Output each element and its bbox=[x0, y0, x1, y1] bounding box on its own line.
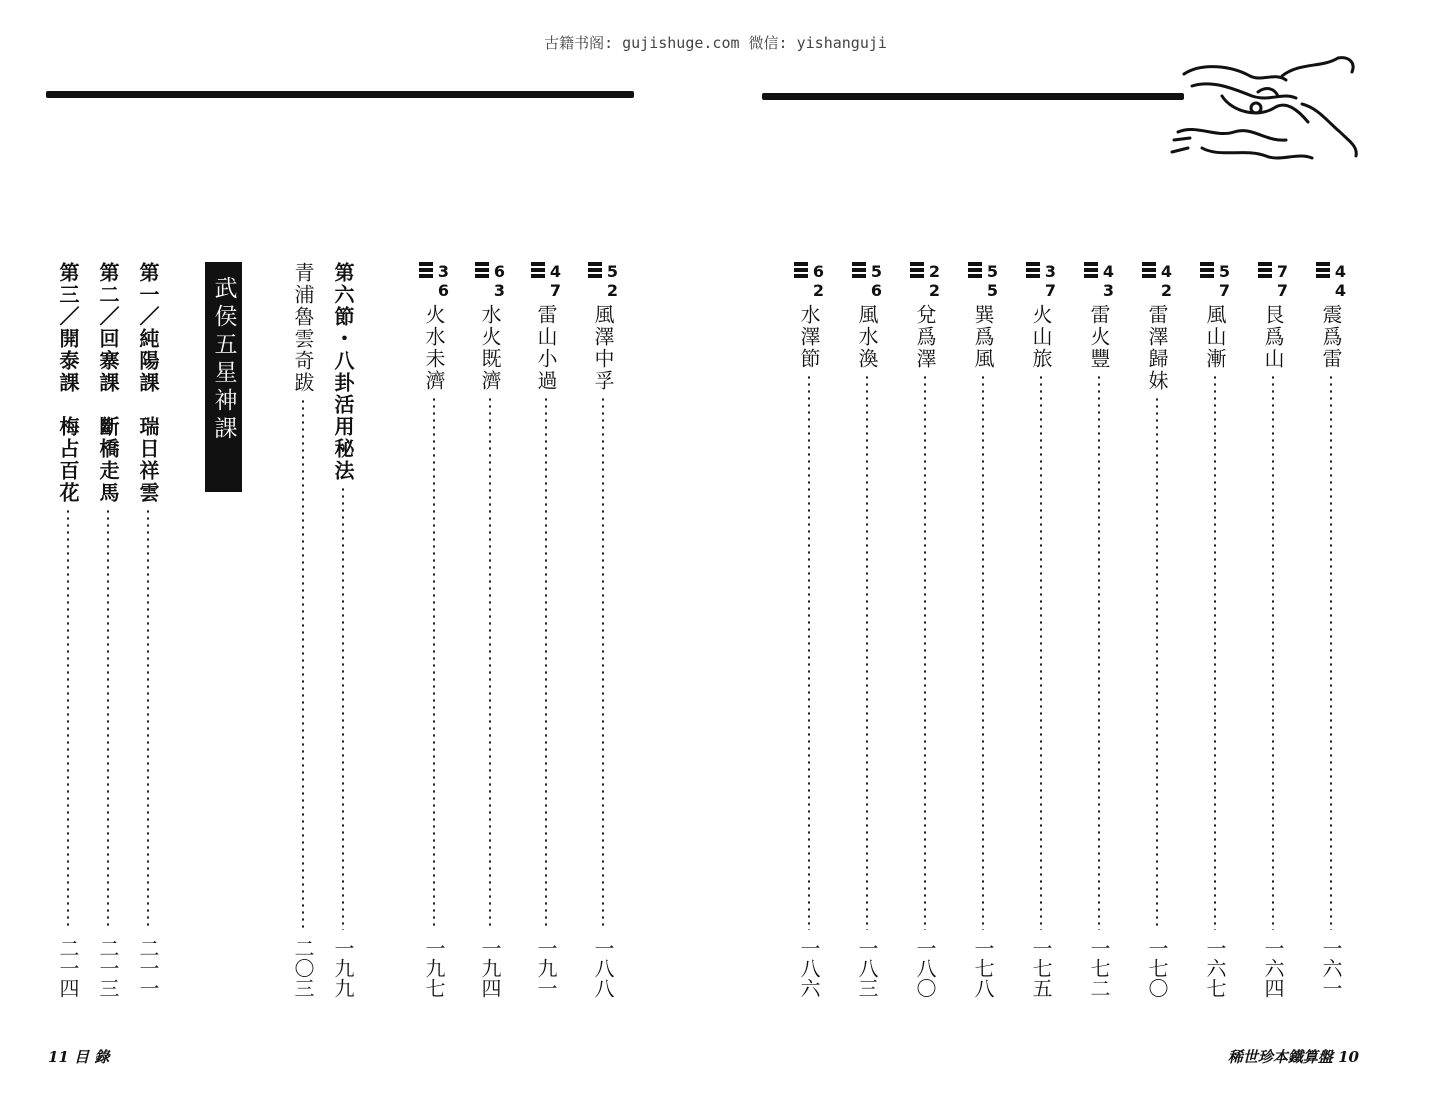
toc-entry bbox=[909, 262, 941, 1002]
entry-title: 第六節・八卦活用秘法 bbox=[331, 262, 355, 482]
lower-number: 6 bbox=[870, 281, 882, 300]
lower-number: 7 bbox=[549, 281, 561, 300]
toc-entry bbox=[52, 262, 84, 1002]
toc-entry bbox=[1025, 262, 1057, 1002]
lower-number: 7 bbox=[1218, 281, 1230, 300]
toc-entry bbox=[1141, 262, 1173, 1002]
toc-entry bbox=[1315, 262, 1347, 1002]
page-number: 一七八 bbox=[971, 938, 995, 998]
toc-entry bbox=[474, 262, 506, 1002]
page-number: 一九七 bbox=[422, 938, 446, 998]
page-number: 一七五 bbox=[1029, 938, 1053, 998]
upper-number: 6 bbox=[493, 262, 505, 281]
toc-entry bbox=[418, 262, 450, 1002]
entry-title: 震爲雷 bbox=[1319, 304, 1343, 370]
toc-entry bbox=[1083, 262, 1115, 1002]
hexagram-icon bbox=[1084, 262, 1114, 300]
page-number: 二一四 bbox=[56, 938, 80, 998]
upper-number: 7 bbox=[1276, 262, 1288, 281]
upper-number: 4 bbox=[1160, 262, 1172, 281]
dot-leader bbox=[924, 374, 926, 930]
upper-number: 5 bbox=[1218, 262, 1230, 281]
page-number: 一六四 bbox=[1261, 938, 1285, 998]
entry-title: 水澤節 bbox=[797, 304, 821, 370]
page-number: 一六七 bbox=[1203, 938, 1227, 998]
entry-title: 雷火豐 bbox=[1087, 304, 1111, 370]
dot-leader bbox=[982, 374, 984, 930]
hexagram-icon bbox=[1258, 262, 1288, 300]
entry-title: 青浦魯雲奇跋 bbox=[291, 262, 315, 394]
lower-number: 5 bbox=[986, 281, 998, 300]
hexagram-icon bbox=[419, 262, 449, 300]
toc-entry bbox=[1257, 262, 1289, 1002]
page-number: 一九九 bbox=[331, 938, 355, 998]
hexagram-icon bbox=[968, 262, 998, 300]
hexagram-icon bbox=[1200, 262, 1230, 300]
entry-title: 雷澤歸妹 bbox=[1145, 304, 1169, 392]
page-number: 一七二 bbox=[1087, 938, 1111, 998]
hexagram-icon bbox=[588, 262, 618, 300]
hexagram-icon bbox=[531, 262, 561, 300]
entry-title: 風山漸 bbox=[1203, 304, 1227, 370]
entry-title: 兌爲澤 bbox=[913, 304, 937, 370]
page-number: 二〇三 bbox=[291, 938, 315, 998]
section-title-box bbox=[205, 262, 242, 492]
toc-entry bbox=[1199, 262, 1231, 1002]
page-number: 一八〇 bbox=[913, 938, 937, 998]
dot-leader bbox=[1040, 374, 1042, 930]
section-heading bbox=[327, 262, 359, 1002]
entry-title: 第二／回寨課 斷橋走馬 bbox=[96, 262, 120, 504]
lower-number: 3 bbox=[493, 281, 505, 300]
dot-leader bbox=[866, 374, 868, 930]
dot-leader bbox=[1272, 374, 1274, 930]
page-number: 一六一 bbox=[1319, 938, 1343, 998]
hexagram-icon bbox=[1026, 262, 1056, 300]
dot-leader bbox=[489, 396, 491, 930]
toc-entry bbox=[967, 262, 999, 1002]
lower-number: 2 bbox=[928, 281, 940, 300]
hexagram-icon bbox=[794, 262, 824, 300]
toc-entry bbox=[587, 262, 619, 1002]
entry-title: 雷山小過 bbox=[534, 304, 558, 392]
entry-title: 風澤中孚 bbox=[591, 304, 615, 392]
page-number: 二一三 bbox=[96, 938, 120, 998]
entry-title: 火水未濟 bbox=[422, 304, 446, 392]
page-number: 一八六 bbox=[797, 938, 821, 998]
dot-leader bbox=[1214, 374, 1216, 930]
entry-title: 第三／開泰課 梅占百花 bbox=[56, 262, 80, 504]
upper-number: 4 bbox=[1334, 262, 1346, 281]
dot-leader bbox=[107, 508, 109, 930]
toc-entry bbox=[92, 262, 124, 1002]
entry-title: 火山旅 bbox=[1029, 304, 1053, 370]
dot-leader bbox=[1098, 374, 1100, 930]
upper-number: 3 bbox=[1044, 262, 1056, 281]
page-number: 一九四 bbox=[478, 938, 502, 998]
page-number: 一九一 bbox=[534, 938, 558, 998]
page-number: 一八八 bbox=[591, 938, 615, 998]
page-number: 二一一 bbox=[136, 938, 160, 998]
upper-number: 5 bbox=[606, 262, 618, 281]
dot-leader bbox=[302, 398, 304, 930]
dot-leader bbox=[1156, 396, 1158, 930]
lower-number: 7 bbox=[1276, 281, 1288, 300]
header-rule-right bbox=[762, 93, 1184, 100]
hexagram-icon bbox=[1316, 262, 1346, 300]
hexagram-icon bbox=[1142, 262, 1172, 300]
upper-number: 5 bbox=[870, 262, 882, 281]
dragon-ornament-icon bbox=[1162, 52, 1362, 167]
section-title: 武侯五星神課 bbox=[210, 276, 237, 444]
hexagram-icon bbox=[910, 262, 940, 300]
lower-number: 2 bbox=[812, 281, 824, 300]
toc-entry bbox=[287, 262, 319, 1002]
upper-number: 4 bbox=[549, 262, 561, 281]
upper-number: 6 bbox=[812, 262, 824, 281]
dot-leader bbox=[808, 374, 810, 930]
toc-entry bbox=[530, 262, 562, 1002]
watermark: 古籍书阁: gujishuge.com 微信: yishanguji bbox=[544, 34, 887, 52]
dot-leader bbox=[147, 508, 149, 930]
page-number: 一七〇 bbox=[1145, 938, 1169, 998]
entry-title: 水火既濟 bbox=[478, 304, 502, 392]
dot-leader bbox=[433, 396, 435, 930]
header-rule-left bbox=[46, 91, 634, 98]
lower-number: 7 bbox=[1044, 281, 1056, 300]
page-number: 一八三 bbox=[855, 938, 879, 998]
hexagram-icon bbox=[852, 262, 882, 300]
dot-leader bbox=[545, 396, 547, 930]
page-footer-right: 稀世珍本鐵算盤 10 bbox=[1227, 1048, 1359, 1066]
lower-number: 4 bbox=[1334, 281, 1346, 300]
hexagram-icon bbox=[475, 262, 505, 300]
upper-number: 4 bbox=[1102, 262, 1114, 281]
upper-number: 2 bbox=[928, 262, 940, 281]
lower-number: 2 bbox=[606, 281, 618, 300]
lower-number: 6 bbox=[437, 281, 449, 300]
entry-title: 第一／純陽課 瑞日祥雲 bbox=[136, 262, 160, 504]
dot-leader bbox=[342, 486, 344, 930]
dot-leader bbox=[1330, 374, 1332, 930]
toc-entry bbox=[793, 262, 825, 1002]
toc-entry bbox=[851, 262, 883, 1002]
lower-number: 2 bbox=[1160, 281, 1172, 300]
toc-entry bbox=[132, 262, 164, 1002]
entry-title: 艮爲山 bbox=[1261, 304, 1285, 370]
upper-number: 3 bbox=[437, 262, 449, 281]
entry-title: 風水渙 bbox=[855, 304, 879, 370]
upper-number: 5 bbox=[986, 262, 998, 281]
entry-title: 巽爲風 bbox=[971, 304, 995, 370]
dot-leader bbox=[67, 508, 69, 930]
lower-number: 3 bbox=[1102, 281, 1114, 300]
dot-leader bbox=[602, 396, 604, 930]
page-footer-left: 11 目 錄 bbox=[48, 1048, 110, 1066]
